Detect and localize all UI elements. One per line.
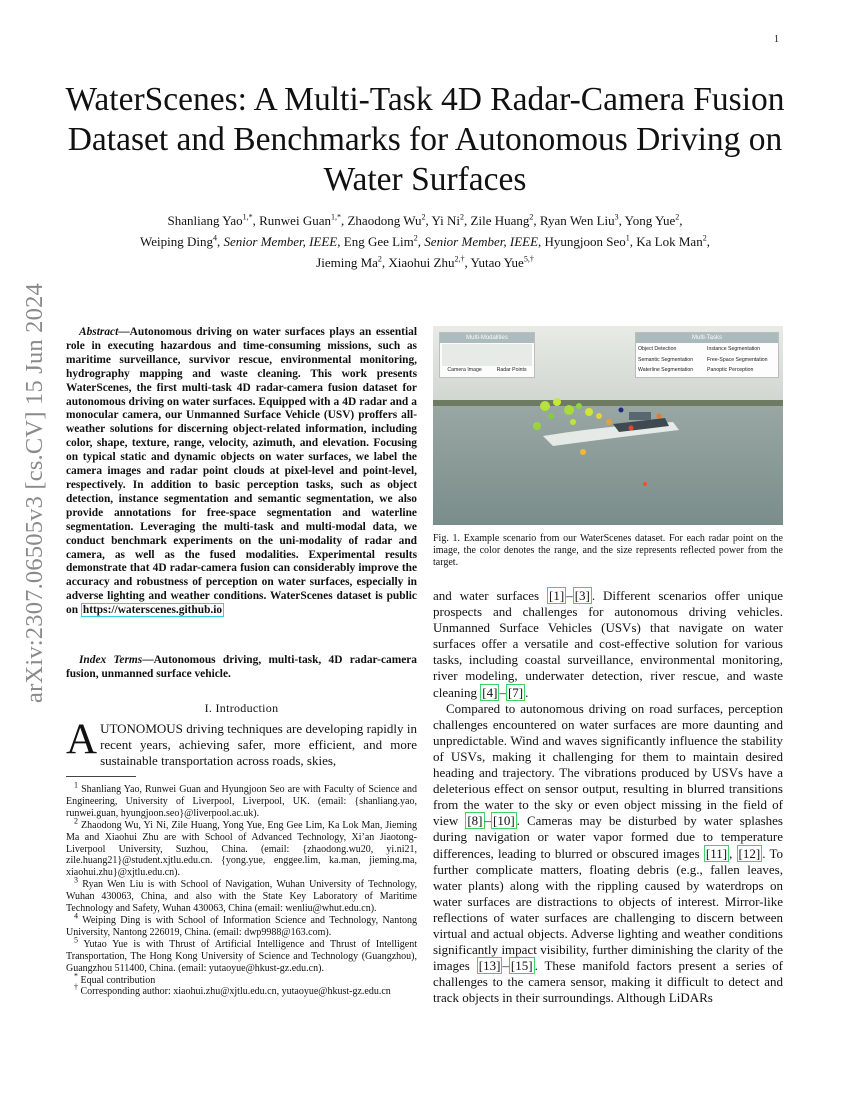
multi-tasks-panel (635, 332, 779, 378)
camera-image-label: Camera Image (447, 367, 482, 373)
radar-point (564, 405, 574, 415)
intro-paragraph: AUTONOMOUS driving techniques are developing rapidly in recent years, achieving safer, more efficient, and more sustainable transportation across roads, skies, (66, 716, 417, 769)
dataset-link[interactable]: https://waterscenes.github.io (82, 604, 223, 617)
radar-point (643, 482, 647, 486)
arxiv-watermark (14, 283, 56, 703)
footnote: $^1$ Shanliang Yao, Runwei Guan and Hyungjoon Seo are with Faculty of Science and Engineering, University of Liverpool, Liverpool, UK. (email: {shanliang.yao, runwei.guan, hyungjoon.seo}@liverpool.ac.uk). (66, 780, 417, 819)
arxiv-id: arXiv:2307.06505v3 [cs.CV] 15 Jun 2024 (21, 283, 48, 703)
modality-thumbnails (442, 344, 532, 366)
radar-point (553, 398, 561, 406)
figure-1 (433, 326, 783, 525)
multi-modalities-panel (439, 332, 535, 378)
citation[interactable]: [4] (482, 684, 498, 700)
task-label: Instance Segmentation (707, 346, 761, 352)
shoreline (433, 400, 783, 406)
paper-title: WaterScenes: A Multi-Task 4D Radar-Camera Fusion Dataset and Benchmarks for Autonomous Driving on Water Surfaces (65, 81, 785, 198)
radar-point (548, 413, 554, 419)
task-label: Object Detection (638, 346, 677, 352)
multi-modalities-title: Multi-Modalities (440, 333, 534, 343)
citation[interactable]: [1] (549, 588, 565, 603)
abstract (66, 326, 417, 618)
radar-point (570, 419, 576, 425)
multi-tasks-title: Multi-Tasks (636, 333, 778, 343)
body-text (433, 588, 783, 1006)
abstract-label: Abstract (79, 326, 119, 338)
footnotes (66, 780, 418, 998)
task-label: Waterline Segmentation (638, 367, 694, 373)
figure-caption: Fig. 1. Example scenario from our WaterScenes dataset. For each radar point on the image, the color denotes the range, and the size represents reflected power from the target. (433, 533, 783, 568)
boat-cabin (629, 412, 651, 420)
author-list: Shanliang Yao$^{1,*}$, Runwei Guan$^{1,*}$, Zhaodong Wu$^2$, Yi Ni$^2$, Zile Huang$^2$, Ryan Wen Liu$^3$, Yong Yue$^2$, Weiping Ding$^4$, Senior Member, IEEE, Eng Gee Lim$^2$, Senior Member, IEEE, Hyungjoon Seo$^1$, Ka Lok Man$^2$, Jieming Ma$^2$, Xiaohui Zhu$^{2,\dagger}$, Yutao Yue$^{5,\dagger}$ (140, 212, 710, 270)
page-number: 1 (774, 34, 779, 45)
radar-point (585, 408, 593, 416)
radar-points-label: Radar Points (496, 367, 527, 373)
citation[interactable]: [13] (478, 958, 501, 974)
task-label: Panoptic Perception (707, 367, 754, 373)
radar-point (629, 426, 634, 431)
citation[interactable]: [11] (705, 845, 728, 861)
footnote-rule (66, 776, 136, 777)
task-label: Semantic Segmentation (638, 356, 694, 363)
paragraph: Compared to autonomous driving on road surfaces, perception challenges encountered on water surfaces are more daunting and unpredictable. Wind and waves significantly influence the stability of USVs, making it challenging for them to maintain desired heading and trajectory. The vibrations produced by USVs have a deleterious effect on sensor output, resulting in blurred transitions from the water to the sky or even object missing in the field of view [8] – [10] . Cameras may be disturbed by water splashes during navigation or water vapor formed due to temperature differences, leading to blurred or obscured images [11] , [12] . To further complicate matters, floating debris (e.g., fallen leaves, water plants) along with the rippling caused by waterdrops on water surfaces are distractions to objects of interest. Mirror-like reflections of water surfaces are challenging to discern between virtual and actual objects. Adverse lighting and weather conditions significantly impact visibility, further diminishing the clarity of the images [13] – [15] . These manifold factors present a series of challenges to the camera sensor, making it difficult to detect and track objects in their surroundings. Although LiDARs (433, 700, 783, 1006)
footnote: $^4$ Weiping Ding is with School of Information Science and Technology, Nantong University, Nantong 226019, China. (email: dwp9988@163.com). (66, 911, 417, 938)
citation[interactable]: [8] (467, 813, 483, 829)
footnote: $^3$ Ryan Wen Liu is with School of Navigation, Wuhan University of Technology, Wuhan 430063, China, and also with the State Key Laboratory of Maritime Technology and Safety, Wuhan 430063, China (email: wenliu@whut.edu.cn). (66, 875, 418, 915)
paragraph: and water surfaces [1] – [3] . Different scenarios offer unique prospects and challenges for autonomous driving vehicles. Unmanned Surface Vehicles (USVs) that navigate on water surfaces offer a versatile and cost-effective solution for various tasks, including coastal surveillance, environmental monitoring, river modeling, underwater detection, river rescue, and waste cleaning [4] – [7] . (433, 588, 783, 700)
footnote: $^5$ Yutao Yue is with Thrust of Artificial Intelligence and Thrust of Intelligent Transportation, The Hong Kong University of Science and Technology (Guangzhou), Guangzhou 511400, China. (email: yutaoyue@hkust-gz.edu.cn). (66, 935, 417, 974)
radar-point (619, 408, 624, 413)
citation[interactable]: [10] (493, 813, 515, 829)
radar-point (576, 403, 582, 409)
section-heading: I. Introduction (204, 701, 279, 715)
footnote: * Equal contribution (74, 971, 156, 986)
footnote: † Corresponding author: xiaohui.zhu@xjtlu.edu.cn, yutaoyue@hkust-gz.edu.cn (74, 983, 391, 998)
radar-point (580, 449, 586, 455)
citation[interactable]: [7] (507, 684, 524, 700)
radar-point (596, 413, 602, 419)
task-grid (636, 343, 778, 377)
footnote: $^2$ Zhaodong Wu, Yi Ni, Zile Huang, Yong Yue, Eng Gee Lim, Ka Lok Man, Jieming Ma and Xiaohui Zhu are with School of Advanced Technology, Xi’an Jiaotong-Liverpool University, Suzhou, China. (email: {zhaodong.wu20, yi.ni21, zile.huang21}@student.xjtlu.edu.cn. {yong.yue, enggee.lim, ka.man, jieming.ma, xiaohui.zhu}@xjtlu.edu.cn). (66, 816, 417, 879)
abstract-text: —Autonomous driving on water surfaces plays an essential role in executing hazardous and time-consuming missions, such as maritime surveillance, survivor rescue, environmental monitoring, hydrography mapping and waste cleaning. This work presents WaterScenes, the first multi-task 4D radar-camera fusion dataset for autonomous driving on water surfaces. Equipped with a 4D radar and a monocular camera, our Unmanned Surface Vehicle (USV) proffers all-weather solutions for discerning object-related information, including color, shape, texture, range, velocity, azimuth, and elevation. Focusing on typical static and dynamic objects on water surfaces, we label the camera images and radar point clouds at pixel-level and point-level, respectively. In addition to basic perception tasks, such as object detection, instance segmentation and semantic segmentation, we also provide annotations for free-space segmentation and waterline segmentation. Leveraging the multi-task and multi-modal data, we conduct benchmark experiments on the uni-modality of radar and camera, as well as the fused modalities. Experimental results demonstrate that 4D radar-camera fusion can considerably improve the accuracy and robustness of perception on water surfaces, especially in adverse lighting and weather conditions. WaterScenes dataset is public on (66, 326, 417, 617)
task-label: Free-Space Segmentation (707, 356, 768, 363)
citation[interactable]: [12] (738, 845, 761, 861)
radar-point (533, 422, 541, 430)
radar-point (540, 401, 550, 411)
index-terms (66, 654, 417, 682)
index-terms-text: —Autonomous driving, multi-task, 4D radar-camera fusion, unmanned surface vehicle. (66, 654, 417, 680)
index-terms-label: Index Terms (79, 654, 143, 666)
radar-point (606, 419, 612, 425)
drop-cap: A (66, 716, 98, 763)
radar-point (657, 414, 662, 419)
citation[interactable]: [3] (574, 588, 590, 603)
citation[interactable]: [15] (510, 958, 533, 974)
